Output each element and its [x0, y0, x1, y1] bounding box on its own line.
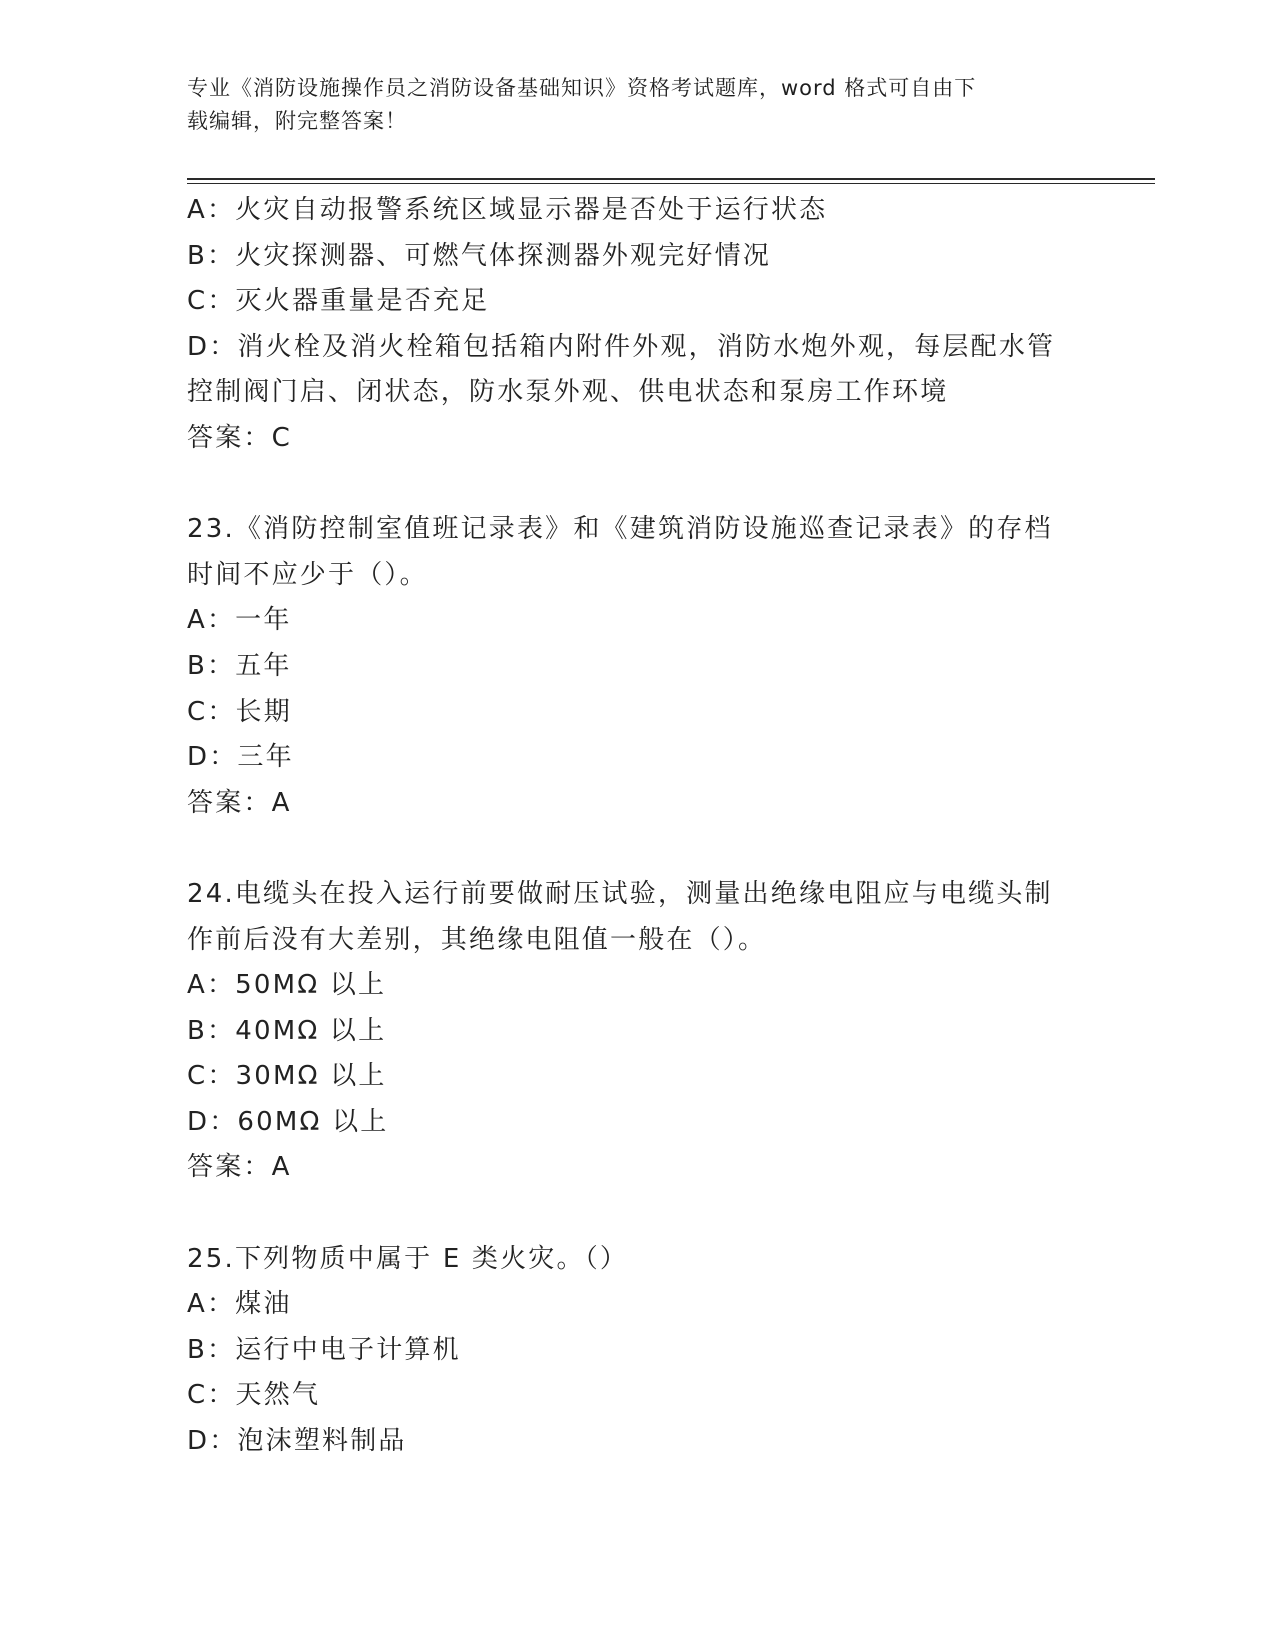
- option-d: D：消火栓及消火栓箱包括箱内附件外观，消防水炮外观，每层配水管: [187, 331, 1056, 362]
- option-b: B：五年: [187, 650, 292, 681]
- option-c: C：长期: [187, 696, 292, 727]
- spacer: [187, 1191, 1087, 1237]
- header-divider-thick: [187, 178, 1155, 180]
- option-c: C：30MΩ 以上: [187, 1061, 387, 1092]
- document-header: [187, 72, 1087, 138]
- question-stem-continued: 作前后没有大差别，其绝缘电阻值一般在（）。: [187, 924, 767, 955]
- question-stem: 23.《消防控制室值班记录表》和《建筑消防设施巡查记录表》的存档: [187, 514, 1053, 545]
- option-d: D：泡沫塑料制品: [187, 1426, 407, 1457]
- option-a: A：50MΩ 以上: [187, 970, 387, 1001]
- option-c: C：天然气: [187, 1380, 321, 1411]
- question-stem-continued: 时间不应少于（）。: [187, 559, 428, 590]
- spacer: [187, 462, 1087, 508]
- question-list: [187, 188, 1087, 1465]
- question-25: [187, 1237, 1087, 1465]
- option-b: B：40MΩ 以上: [187, 1015, 387, 1046]
- question-23: [187, 507, 1087, 826]
- option-a: A：火灾自动报警系统区域显示器是否处于运行状态: [187, 195, 828, 225]
- option-a: A：一年: [187, 605, 292, 636]
- option-d: D：60MΩ 以上: [187, 1106, 389, 1137]
- spacer: [187, 826, 1087, 872]
- question-stem: 24.电缆头在投入运行前要做耐压试验，测量出绝缘电阻应与电缆头制: [187, 878, 1053, 909]
- option-b: B：运行中电子计算机: [187, 1334, 461, 1365]
- option-b: B：火灾探测器、可燃气体探测器外观完好情况: [187, 240, 772, 271]
- option-d-continued: 控制阀门启、闭状态，防水泵外观、供电状态和泵房工作环境: [187, 377, 949, 408]
- answer: 答案：A: [187, 1152, 292, 1183]
- option-c: C：灭火器重量是否充足: [187, 286, 490, 317]
- header-line-2: 载编辑，附完整答案！: [187, 109, 407, 133]
- question-22-tail: [187, 188, 1087, 462]
- question-stem: 25.下列物质中属于 E 类火灾。（）: [187, 1243, 629, 1274]
- option-a: A：煤油: [187, 1289, 292, 1320]
- option-d: D：三年: [187, 742, 294, 773]
- header-line-1: 专业《消防设施操作员之消防设备基础知识》资格考试题库，word 格式可自由下: [187, 76, 977, 100]
- answer: 答案：C: [187, 422, 292, 453]
- header-divider-thin: [187, 183, 1155, 184]
- answer: 答案：A: [187, 787, 292, 818]
- question-24: [187, 872, 1087, 1191]
